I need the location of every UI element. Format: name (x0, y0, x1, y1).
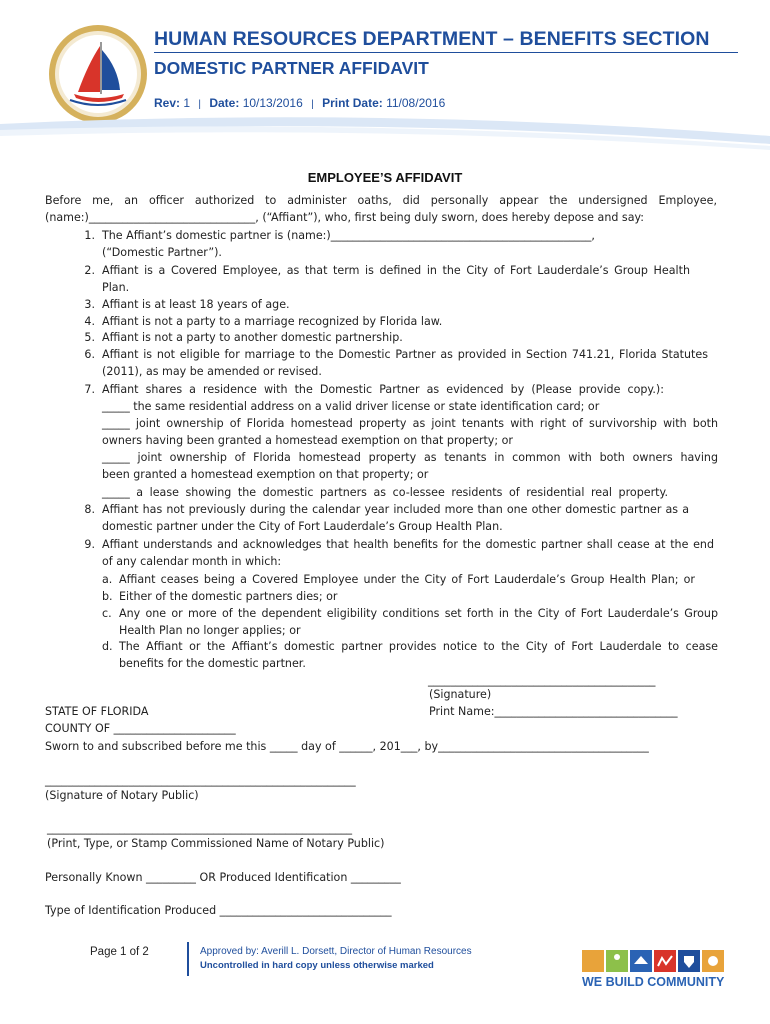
uncontrolled-notice: Uncontrolled in hard copy unless otherwise marked (200, 960, 434, 971)
subitem-letter: d. (102, 640, 113, 653)
item-text: _____ joint ownership of Florida homestead property as tenants in common with both owners having (102, 451, 718, 464)
header-rule (154, 52, 738, 53)
notary-name-line[interactable]: _______________________________________________________ (47, 822, 353, 835)
footer-divider (187, 942, 189, 976)
item-number: 4. (84, 315, 95, 328)
we-build-community-text: WE BUILD COMMUNITY (582, 975, 725, 989)
signature-line[interactable]: _________________________________________ (428, 674, 656, 687)
item-text: Affiant is not a party to another domestic partnership. (102, 331, 403, 344)
item-text: The Affiant’s domestic partner is (name:)_______________________________________________, (102, 229, 595, 242)
approval-text: Approved by: Averill L. Dorsett, Director of Human Resources (200, 946, 472, 957)
subitem-text: Health Plan no longer applies; or (119, 624, 301, 637)
item-text: domestic partner under the City of Fort Lauderdale’s Group Health Plan. (102, 520, 503, 533)
subitem-letter: b. (102, 590, 113, 603)
header-swoosh-decoration (0, 110, 770, 160)
item-number: 9. (84, 538, 95, 551)
item-text: Affiant shares a residence with the Domestic Partner as evidenced by (Please provide copy.): (102, 383, 664, 396)
separator: | (311, 99, 314, 110)
item-number: 5. (84, 331, 95, 344)
rev-value: 1 (183, 96, 191, 110)
print-date-value: 11/08/2016 (386, 96, 446, 110)
city-seal-logo (48, 24, 148, 124)
item-text: Affiant has not previously during the calendar year included more than one other domestic partner as a (102, 503, 689, 516)
intro-line: (name:)______________________________, (“Affiant”), who, first being duly sworn, does hereby depose and say: (45, 211, 645, 224)
subitem-letter: c. (102, 607, 112, 620)
date-value: 10/13/2016 (242, 96, 303, 110)
item-text: Affiant understands and acknowledges that health benefits for the domestic partner shall cease at the end (102, 538, 714, 551)
notary-signature-line[interactable]: ________________________________________________________ (45, 774, 356, 787)
notary-name-label: (Print, Type, or Stamp Commissioned Name of Notary Public) (47, 837, 385, 850)
item-number: 3. (84, 298, 95, 311)
item-number: 8. (84, 503, 95, 516)
we-build-community-icons (582, 948, 724, 974)
item-text: _____ a lease showing the domestic partners as co-lessee residents of residential real property. (102, 486, 668, 499)
item-text: (“Domestic Partner”). (102, 246, 222, 259)
intro-line: Before me, an officer authorized to administer oaths, did personally appear the undersigned Employee, (45, 194, 717, 207)
page-number: Page 1 of 2 (90, 946, 149, 958)
item-text: Affiant is not a party to a marriage recognized by Florida law. (102, 315, 443, 328)
print-date-label: Print Date: (322, 96, 383, 110)
personally-known-field[interactable]: Personally Known _________ OR Produced Identification _________ (45, 871, 401, 884)
item-text: owners having been granted a homestead exemption on that property; or (102, 434, 513, 447)
item-text: been granted a homestead exemption on that property; or (102, 468, 429, 481)
item-text: Plan. (102, 281, 130, 294)
subitem-text: benefits for the domestic partner. (119, 657, 306, 670)
print-name-field[interactable]: Print Name:_________________________________ (429, 705, 678, 718)
affidavit-title: EMPLOYEE’S AFFIDAVIT (307, 170, 463, 185)
item-number: 2. (84, 264, 95, 277)
item-number: 1. (84, 229, 95, 242)
subitem-text: The Affiant or the Affiant’s domestic partner provides notice to the City of Fort Lauderdale to cease (119, 640, 718, 653)
subitem-text: Affiant ceases being a Covered Employee under the City of Fort Lauderdale’s Group Health Plan; or (119, 573, 695, 586)
date-label: Date: (209, 96, 240, 110)
department-title: HUMAN RESOURCES DEPARTMENT – BENEFITS SECTION (154, 28, 710, 50)
subitem-letter: a. (102, 573, 113, 586)
item-text: _____ the same residential address on a valid driver license or state identification card; or (102, 400, 600, 413)
id-type-field[interactable]: Type of Identification Produced _______________________________ (45, 904, 392, 917)
subitem-text: Either of the domestic partners dies; or (119, 590, 338, 603)
item-text: Affiant is at least 18 years of age. (102, 298, 290, 311)
signature-label: (Signature) (429, 688, 492, 701)
notary-signature-label: (Signature of Notary Public) (45, 789, 199, 802)
item-text: Affiant is not eligible for marriage to the Domestic Partner as provided in Section 741.21, Florida Statutes (102, 348, 708, 361)
rev-label: Rev: (154, 96, 181, 110)
subitem-text: Any one or more of the dependent eligibility conditions set forth in the City of Fort Lauderdale’s Group (119, 607, 718, 620)
item-text: of any calendar month in which: (102, 555, 282, 568)
separator: | (198, 99, 201, 110)
state-label: STATE OF FLORIDA (45, 705, 149, 718)
item-number: 7. (84, 383, 95, 396)
item-text: (2011), as may be amended or revised. (102, 365, 322, 378)
item-text: _____ joint ownership of Florida homestead property as joint tenants with right of survivorship with both (102, 417, 718, 430)
revision-info (154, 96, 445, 110)
sworn-statement[interactable]: Sworn to and subscribed before me this _____ day of ______, 201___, by______________________________________ (45, 740, 649, 753)
item-text: Affiant is a Covered Employee, as that term is defined in the City of Fort Lauderdale’s Group Health (102, 264, 690, 277)
form-title: DOMESTIC PARTNER AFFIDAVIT (154, 58, 429, 78)
county-field[interactable]: COUNTY OF ______________________ (45, 722, 236, 735)
item-number: 6. (84, 348, 95, 361)
